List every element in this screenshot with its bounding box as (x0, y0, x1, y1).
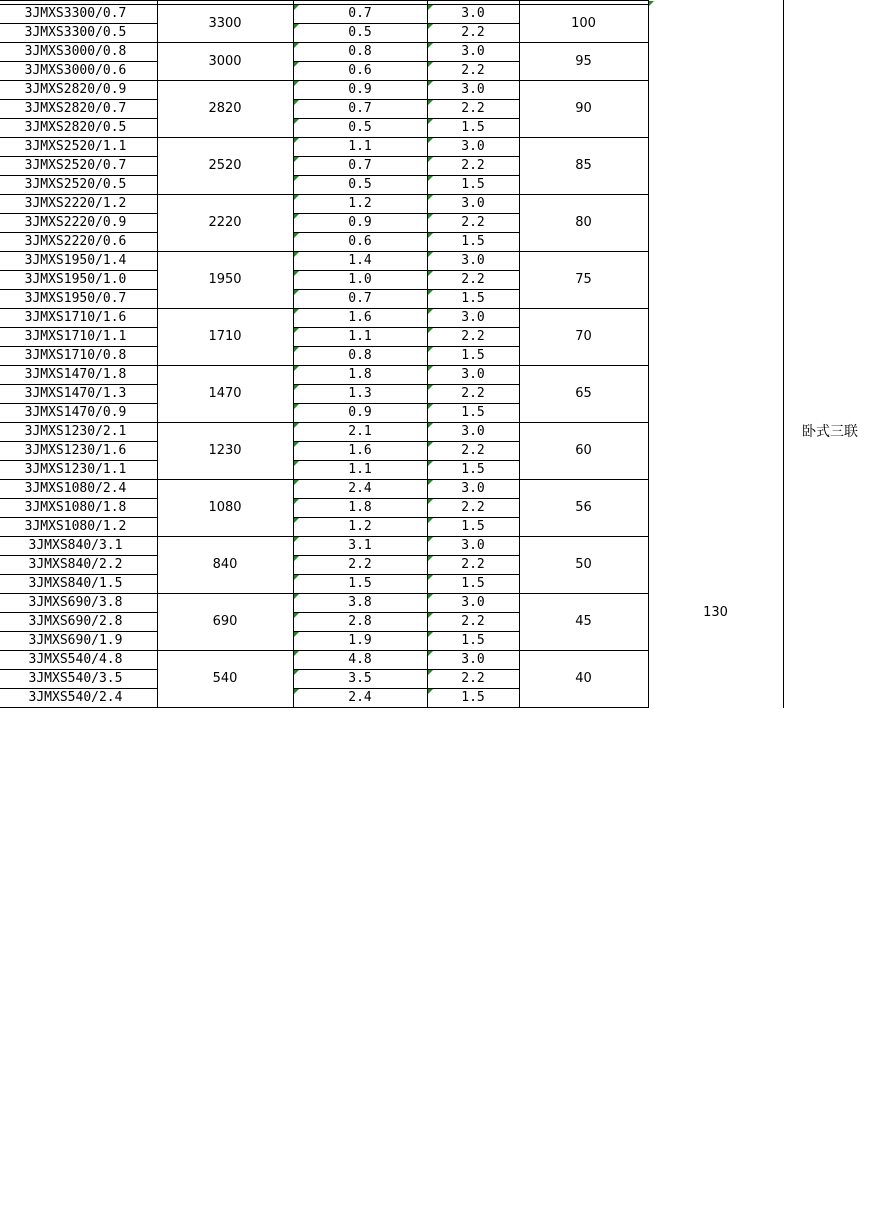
number-as-text-marker (428, 442, 433, 447)
model-cell[interactable]: 3JMXS2520/1.1 (24, 139, 127, 154)
grid-line (0, 156, 157, 157)
number-as-text-marker (428, 480, 433, 485)
flow-cell[interactable]: 2.1 (348, 424, 372, 439)
number-as-text-marker (428, 594, 433, 599)
number-as-text-marker (428, 651, 433, 656)
number-as-text-marker (294, 271, 299, 276)
grid-line (0, 213, 157, 214)
number-as-text-marker (294, 366, 299, 371)
flow-cell[interactable]: 3.1 (348, 538, 372, 553)
number-as-text-marker (428, 518, 433, 523)
grid-line (293, 346, 519, 347)
number-as-text-marker (294, 81, 299, 86)
number-as-text-marker (428, 252, 433, 257)
head-cell[interactable]: 3.0 (461, 424, 485, 439)
flow-cell[interactable]: 0.5 (348, 177, 372, 192)
value-cell[interactable]: 85 (575, 158, 592, 173)
grid-line (0, 631, 157, 632)
model-cell[interactable]: 3JMXS1950/1.0 (24, 272, 127, 287)
number-as-text-marker (294, 594, 299, 599)
number-as-text-marker (428, 404, 433, 409)
grid-line (293, 0, 294, 708)
number-as-text-marker (294, 233, 299, 238)
head-cell[interactable]: 2.2 (461, 101, 485, 116)
number-as-text-marker (428, 176, 433, 181)
power-cell[interactable]: 3300 (208, 15, 242, 31)
number-as-text-marker (294, 499, 299, 504)
type-label-cell[interactable]: 卧式三联 (802, 424, 858, 440)
model-cell[interactable]: 3JMXS2220/1.2 (24, 196, 127, 211)
head-cell[interactable]: 2.2 (461, 272, 485, 287)
number-as-text-marker (294, 404, 299, 409)
number-as-text-marker (428, 537, 433, 542)
head-cell[interactable]: 2.2 (461, 500, 485, 515)
power-cell[interactable]: 1080 (208, 500, 242, 515)
flow-cell[interactable]: 0.7 (348, 101, 372, 116)
model-cell[interactable]: 3JMXS1470/1.8 (24, 367, 127, 382)
value-cell[interactable]: 75 (575, 272, 592, 287)
number-as-text-marker (294, 328, 299, 333)
grid-line (427, 0, 428, 708)
power-cell[interactable]: 1470 (208, 386, 242, 401)
grid-line (0, 23, 157, 24)
grid-line (0, 536, 648, 537)
number-as-text-marker (428, 461, 433, 466)
head-cell[interactable]: 2.2 (461, 215, 485, 230)
flow-cell[interactable]: 1.2 (348, 196, 372, 211)
number-as-text-marker (294, 176, 299, 181)
grid-line (0, 574, 157, 575)
number-as-text-marker (428, 632, 433, 637)
head-cell[interactable]: 2.2 (461, 671, 485, 686)
grid-line (0, 479, 648, 480)
model-cell[interactable]: 3JMXS690/2.8 (28, 614, 123, 629)
value-cell[interactable]: 70 (575, 329, 592, 344)
grid-line (293, 403, 519, 404)
model-cell[interactable]: 3JMXS1080/2.4 (24, 481, 127, 496)
head-cell[interactable]: 3.0 (461, 652, 485, 667)
grid-line (293, 384, 519, 385)
model-cell[interactable]: 3JMXS3000/0.6 (24, 63, 127, 78)
head-cell[interactable]: 2.2 (461, 557, 485, 572)
flow-cell[interactable]: 1.1 (348, 462, 372, 477)
value-cell[interactable]: 60 (575, 443, 592, 458)
grid-line (648, 0, 649, 708)
grid-line (0, 460, 157, 461)
number-as-text-marker (428, 385, 433, 390)
number-as-text-marker (428, 689, 433, 694)
model-cell[interactable]: 3JMXS1230/2.1 (24, 424, 127, 439)
number-as-text-marker (428, 62, 433, 67)
number-as-text-marker (428, 195, 433, 200)
value-cell[interactable]: 50 (575, 557, 592, 572)
merged-value-cell[interactable]: 130 (703, 604, 728, 620)
grid-line (0, 61, 157, 62)
grid-line (0, 517, 157, 518)
grid-line (0, 289, 157, 290)
grid-line (293, 460, 519, 461)
head-cell[interactable]: 3.0 (461, 538, 485, 553)
flow-cell[interactable]: 3.8 (348, 595, 372, 610)
head-cell[interactable]: 3.0 (461, 310, 485, 325)
power-cell[interactable]: 690 (212, 614, 238, 629)
head-cell[interactable]: 1.5 (461, 462, 485, 477)
head-cell[interactable]: 1.5 (461, 690, 485, 705)
head-cell[interactable]: 1.5 (461, 234, 485, 249)
grid-line (0, 137, 648, 138)
head-cell[interactable]: 2.2 (461, 386, 485, 401)
number-as-text-marker (294, 442, 299, 447)
power-cell[interactable]: 1710 (208, 329, 242, 344)
flow-cell[interactable]: 1.8 (348, 367, 372, 382)
model-cell[interactable]: 3JMXS1470/1.3 (24, 386, 127, 401)
flow-cell[interactable]: 0.6 (348, 234, 372, 249)
grid-line (0, 346, 157, 347)
head-cell[interactable]: 2.2 (461, 25, 485, 40)
grid-line (293, 555, 519, 556)
head-cell[interactable]: 1.5 (461, 177, 485, 192)
flow-cell[interactable]: 1.0 (348, 272, 372, 287)
flow-cell[interactable]: 1.9 (348, 633, 372, 648)
flow-cell[interactable]: 1.8 (348, 500, 372, 515)
flow-cell[interactable]: 4.8 (348, 652, 372, 667)
power-cell[interactable]: 2520 (208, 158, 242, 173)
model-cell[interactable]: 3JMXS690/3.8 (28, 595, 123, 610)
flow-cell[interactable]: 2.8 (348, 614, 372, 629)
number-as-text-marker (294, 651, 299, 656)
number-as-text-marker (294, 689, 299, 694)
head-cell[interactable]: 2.2 (461, 443, 485, 458)
grid-line (783, 0, 784, 708)
flow-cell[interactable]: 0.9 (348, 82, 372, 97)
number-as-text-marker (294, 138, 299, 143)
model-cell[interactable]: 3JMXS2220/0.6 (24, 234, 127, 249)
number-as-text-marker (428, 233, 433, 238)
model-cell[interactable]: 3JMXS2820/0.5 (24, 120, 127, 135)
flow-cell[interactable]: 2.4 (348, 481, 372, 496)
value-cell[interactable]: 65 (575, 386, 592, 401)
grid-line (293, 498, 519, 499)
number-as-text-marker (294, 290, 299, 295)
power-cell[interactable]: 540 (212, 671, 238, 686)
grid-line (0, 251, 648, 252)
model-cell[interactable]: 3JMXS1080/1.2 (24, 519, 127, 534)
head-cell[interactable]: 1.5 (461, 633, 485, 648)
power-cell[interactable]: 1950 (208, 272, 242, 287)
head-cell[interactable]: 2.2 (461, 158, 485, 173)
number-as-text-marker (294, 461, 299, 466)
grid-line (0, 555, 157, 556)
model-cell[interactable]: 3JMXS1080/1.8 (24, 500, 127, 515)
number-as-text-marker (294, 119, 299, 124)
number-as-text-marker (428, 271, 433, 276)
head-cell[interactable]: 2.2 (461, 63, 485, 78)
number-as-text-marker (294, 575, 299, 580)
number-as-text-marker (428, 499, 433, 504)
grid-line (157, 0, 158, 708)
grid-line (0, 327, 157, 328)
flow-cell[interactable]: 0.6 (348, 63, 372, 78)
flow-cell[interactable]: 0.8 (348, 44, 372, 59)
number-as-text-marker (428, 366, 433, 371)
number-as-text-marker (428, 556, 433, 561)
power-cell[interactable]: 3000 (208, 53, 242, 69)
number-as-text-marker (294, 100, 299, 105)
number-as-text-marker (294, 252, 299, 257)
number-as-text-marker (294, 613, 299, 618)
grid-line (293, 574, 519, 575)
model-cell[interactable]: 3JMXS1710/1.1 (24, 329, 127, 344)
grid-line (0, 403, 157, 404)
grid-line (293, 270, 519, 271)
grid-line (0, 498, 157, 499)
number-as-text-marker (294, 670, 299, 675)
model-cell[interactable]: 3JMXS690/1.9 (28, 633, 123, 648)
number-as-text-marker (294, 537, 299, 542)
grid-line (293, 156, 519, 157)
head-cell[interactable]: 2.2 (461, 329, 485, 344)
number-as-text-marker (428, 290, 433, 295)
head-cell[interactable]: 3.0 (461, 82, 485, 97)
flow-cell[interactable]: 0.5 (348, 25, 372, 40)
number-as-text-marker (294, 632, 299, 637)
number-as-text-marker (294, 62, 299, 67)
flow-cell[interactable]: 0.7 (348, 6, 372, 21)
number-as-text-marker (294, 480, 299, 485)
number-as-text-marker (428, 81, 433, 86)
head-cell[interactable]: 3.0 (461, 196, 485, 211)
grid-line (0, 232, 157, 233)
number-as-text-marker (294, 43, 299, 48)
number-as-text-marker (428, 328, 433, 333)
model-cell[interactable]: 3JMXS3300/0.7 (24, 6, 127, 21)
number-as-text-marker (428, 613, 433, 618)
flow-cell[interactable]: 2.2 (348, 557, 372, 572)
grid-line (0, 0, 648, 1)
grid-line (519, 0, 520, 708)
grid-line (0, 593, 648, 594)
flow-cell[interactable]: 1.5 (348, 576, 372, 591)
head-cell[interactable]: 1.5 (461, 576, 485, 591)
value-cell[interactable]: 80 (575, 215, 592, 230)
head-cell[interactable]: 3.0 (461, 367, 485, 382)
head-cell[interactable]: 3.0 (461, 595, 485, 610)
flow-cell[interactable]: 0.7 (348, 158, 372, 173)
number-as-text-marker (294, 347, 299, 352)
head-cell[interactable]: 3.0 (461, 253, 485, 268)
grid-line (293, 688, 519, 689)
flow-cell[interactable]: 1.1 (348, 139, 372, 154)
head-cell[interactable]: 3.0 (461, 6, 485, 21)
flow-cell[interactable]: 1.6 (348, 310, 372, 325)
number-as-text-marker (428, 157, 433, 162)
grid-line (293, 175, 519, 176)
power-cell[interactable]: 1230 (208, 443, 242, 458)
model-cell[interactable]: 3JMXS840/1.5 (28, 576, 123, 591)
number-as-text-marker (428, 119, 433, 124)
model-cell[interactable]: 3JMXS1230/1.6 (24, 443, 127, 458)
grid-line (0, 270, 157, 271)
grid-line (0, 4, 648, 5)
grid-line (0, 384, 157, 385)
flow-cell[interactable]: 0.9 (348, 215, 372, 230)
number-as-text-marker (294, 423, 299, 428)
flow-cell[interactable]: 0.7 (348, 291, 372, 306)
head-cell[interactable]: 1.5 (461, 348, 485, 363)
head-cell[interactable]: 1.5 (461, 405, 485, 420)
grid-line (293, 61, 519, 62)
head-cell[interactable]: 1.5 (461, 519, 485, 534)
flow-cell[interactable]: 3.5 (348, 671, 372, 686)
flow-cell[interactable]: 1.1 (348, 329, 372, 344)
number-as-text-marker (428, 5, 433, 10)
grid-line (293, 118, 519, 119)
head-cell[interactable]: 3.0 (461, 139, 485, 154)
model-cell[interactable]: 3JMXS540/4.8 (28, 652, 123, 667)
model-cell[interactable]: 3JMXS540/2.4 (28, 690, 123, 705)
grid-line (0, 365, 648, 366)
number-as-text-marker (294, 24, 299, 29)
head-cell[interactable]: 3.0 (461, 44, 485, 59)
number-as-text-marker (428, 214, 433, 219)
number-as-text-marker (428, 670, 433, 675)
model-cell[interactable]: 3JMXS1710/1.6 (24, 310, 127, 325)
model-cell[interactable]: 3JMXS840/2.2 (28, 557, 123, 572)
value-cell[interactable]: 100 (571, 15, 596, 31)
grid-line (293, 327, 519, 328)
flow-cell[interactable]: 1.2 (348, 519, 372, 534)
head-cell[interactable]: 3.0 (461, 481, 485, 496)
value-cell[interactable]: 40 (575, 671, 592, 686)
number-as-text-marker (294, 5, 299, 10)
number-as-text-marker (294, 214, 299, 219)
grid-line (0, 650, 648, 651)
model-cell[interactable]: 3JMXS3300/0.5 (24, 25, 127, 40)
model-cell[interactable]: 3JMXS1230/1.1 (24, 462, 127, 477)
power-cell[interactable]: 2220 (208, 215, 242, 230)
number-as-text-marker (428, 347, 433, 352)
grid-line (0, 422, 648, 423)
grid-line (0, 80, 648, 81)
model-cell[interactable]: 3JMXS1470/0.9 (24, 405, 127, 420)
grid-line (293, 232, 519, 233)
model-cell[interactable]: 3JMXS2520/0.7 (24, 158, 127, 173)
grid-line (0, 308, 648, 309)
model-cell[interactable]: 3JMXS2220/0.9 (24, 215, 127, 230)
model-cell[interactable]: 3JMXS2520/0.5 (24, 177, 127, 192)
number-as-text-marker (428, 100, 433, 105)
grid-line (293, 669, 519, 670)
grid-line (0, 669, 157, 670)
number-as-text-marker (294, 309, 299, 314)
grid-line (293, 23, 519, 24)
number-as-text-marker (428, 24, 433, 29)
number-as-text-marker (428, 43, 433, 48)
flow-cell[interactable]: 0.5 (348, 120, 372, 135)
model-cell[interactable]: 3JMXS3000/0.8 (24, 44, 127, 59)
value-cell[interactable]: 56 (575, 500, 592, 515)
flow-cell[interactable]: 1.4 (348, 253, 372, 268)
model-cell[interactable]: 3JMXS2820/0.9 (24, 82, 127, 97)
model-cell[interactable]: 3JMXS1950/0.7 (24, 291, 127, 306)
number-as-text-marker (294, 556, 299, 561)
flow-cell[interactable]: 1.3 (348, 386, 372, 401)
model-cell[interactable]: 3JMXS540/3.5 (28, 671, 123, 686)
grid-line (0, 688, 157, 689)
model-cell[interactable]: 3JMXS1950/1.4 (24, 253, 127, 268)
model-cell[interactable]: 3JMXS840/3.1 (28, 538, 123, 553)
grid-line (293, 612, 519, 613)
grid-line (293, 631, 519, 632)
value-cell[interactable]: 90 (575, 101, 592, 116)
flow-cell[interactable]: 0.9 (348, 405, 372, 420)
grid-line (293, 441, 519, 442)
value-cell[interactable]: 95 (575, 53, 592, 69)
power-cell[interactable]: 840 (212, 557, 238, 572)
number-as-text-marker (428, 309, 433, 314)
number-as-text-marker (294, 195, 299, 200)
number-as-text-marker (649, 1, 654, 6)
head-cell[interactable]: 1.5 (461, 120, 485, 135)
flow-cell[interactable]: 1.6 (348, 443, 372, 458)
grid-line (0, 194, 648, 195)
model-cell[interactable]: 3JMXS2820/0.7 (24, 101, 127, 116)
flow-cell[interactable]: 0.8 (348, 348, 372, 363)
grid-line (0, 42, 648, 43)
grid-line (293, 99, 519, 100)
grid-line (0, 118, 157, 119)
value-cell[interactable]: 45 (575, 614, 592, 629)
number-as-text-marker (294, 385, 299, 390)
grid-line (0, 99, 157, 100)
model-cell[interactable]: 3JMXS1710/0.8 (24, 348, 127, 363)
number-as-text-marker (428, 575, 433, 580)
number-as-text-marker (428, 423, 433, 428)
head-cell[interactable]: 2.2 (461, 614, 485, 629)
number-as-text-marker (294, 157, 299, 162)
grid-line (0, 612, 157, 613)
number-as-text-marker (428, 138, 433, 143)
number-as-text-marker (294, 518, 299, 523)
grid-line (293, 517, 519, 518)
grid-line (293, 213, 519, 214)
power-cell[interactable]: 2820 (208, 101, 242, 116)
grid-line (293, 289, 519, 290)
grid-line (0, 175, 157, 176)
flow-cell[interactable]: 2.4 (348, 690, 372, 705)
head-cell[interactable]: 1.5 (461, 291, 485, 306)
grid-line (0, 441, 157, 442)
